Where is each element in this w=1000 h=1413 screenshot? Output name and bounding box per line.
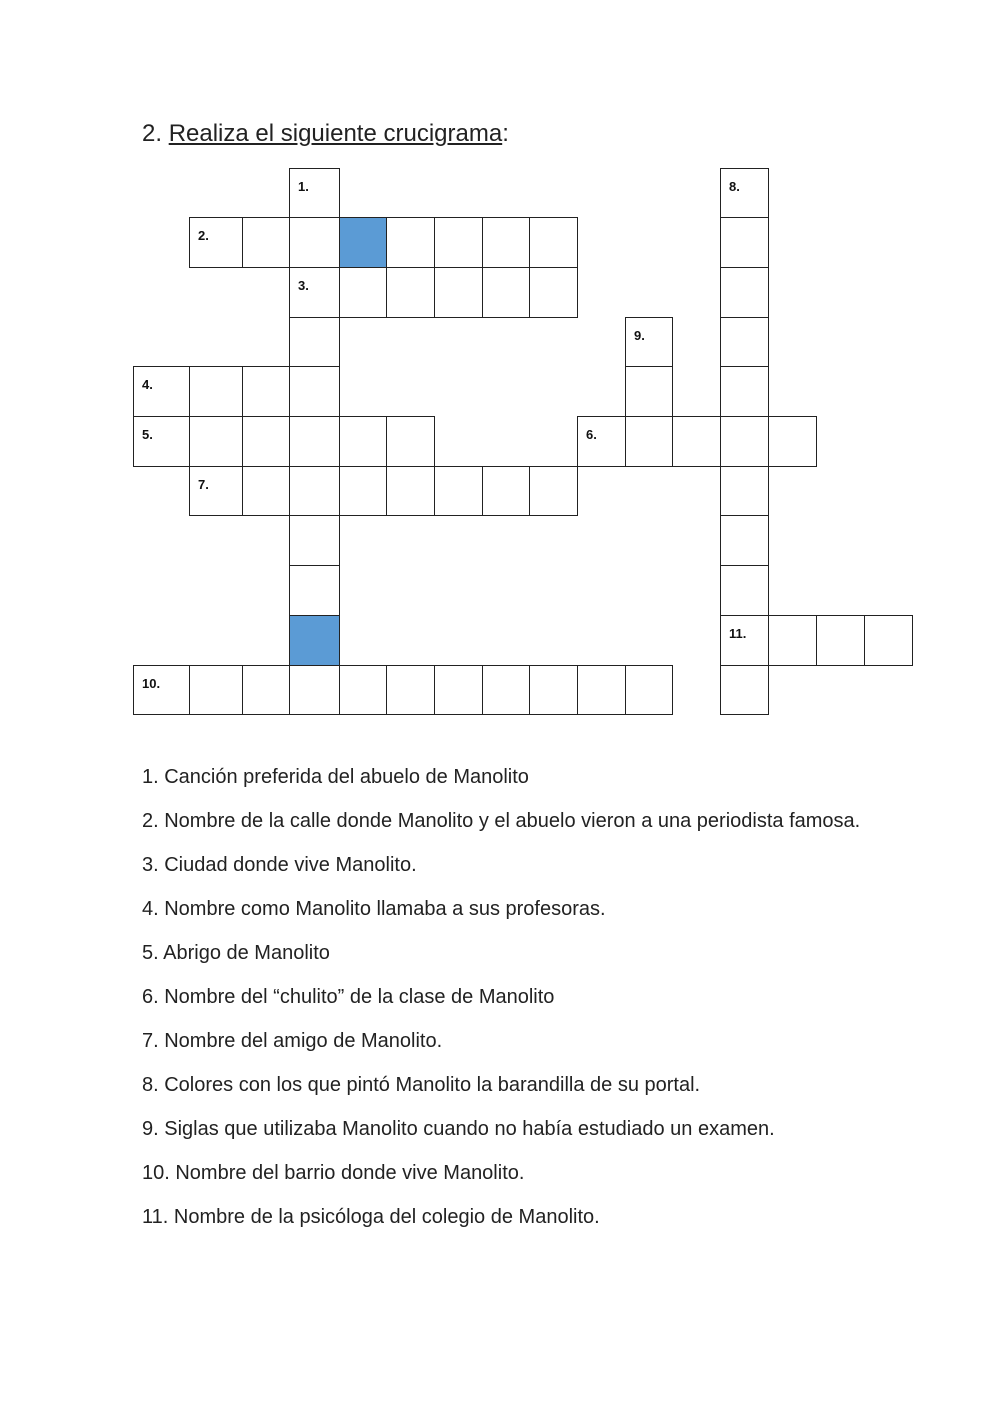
crossword-cell[interactable]: [242, 217, 290, 268]
crossword-cell[interactable]: [189, 665, 243, 715]
crossword-cell[interactable]: [720, 665, 769, 715]
clue-item: 6. Nombre del “chulito” de la clase de Manolito: [142, 986, 555, 1008]
crossword-cell[interactable]: [289, 565, 340, 616]
crossword-cell[interactable]: [720, 565, 769, 616]
clue-number-label: 3.: [298, 278, 309, 293]
clue-number-label: 10.: [142, 676, 161, 691]
crossword-cell[interactable]: [386, 217, 435, 268]
crossword-cell[interactable]: [386, 416, 435, 467]
clue-item: 9. Siglas que utilizaba Manolito cuando no había estudiado un examen.: [142, 1118, 775, 1140]
crossword-cell[interactable]: [289, 466, 340, 516]
crossword-cell[interactable]: [529, 267, 578, 318]
clue-number-label: 6.: [586, 427, 597, 442]
crossword-cell[interactable]: [289, 515, 340, 566]
crossword-cell[interactable]: [672, 416, 721, 467]
crossword-cell[interactable]: [482, 267, 530, 318]
crossword-cell-highlighted[interactable]: [339, 217, 387, 268]
clue-item: 1. Canción preferida del abuelo de Manolito: [142, 766, 529, 788]
crossword-cell[interactable]: [339, 267, 387, 318]
crossword-cell[interactable]: [720, 217, 769, 268]
crossword-cell[interactable]: [133, 366, 190, 417]
crossword-cell[interactable]: [720, 317, 769, 367]
clue-number-label: 7.: [198, 477, 209, 492]
crossword-cell[interactable]: [386, 267, 435, 318]
crossword-cell[interactable]: [720, 466, 769, 516]
clue-item: 2. Nombre de la calle donde Manolito y el abuelo vieron a una periodista famosa.: [142, 810, 861, 832]
title-colon: :: [502, 120, 509, 147]
crossword-cell[interactable]: [289, 366, 340, 417]
clue-item: 3. Ciudad donde vive Manolito.: [142, 854, 417, 876]
crossword-cell[interactable]: [133, 665, 190, 715]
crossword-cell[interactable]: [189, 217, 243, 268]
crossword-cell[interactable]: [625, 366, 673, 417]
crossword-cell[interactable]: [434, 267, 483, 318]
clue-number-label: 2.: [198, 228, 209, 243]
crossword-cell[interactable]: [289, 416, 340, 467]
crossword-cell[interactable]: [720, 168, 769, 218]
crossword-cell[interactable]: [625, 665, 673, 715]
crossword-cell[interactable]: [189, 466, 243, 516]
crossword-cell[interactable]: [720, 267, 769, 318]
crossword-cell[interactable]: [289, 217, 340, 268]
crossword-cell[interactable]: [864, 615, 913, 666]
crossword-cell[interactable]: [720, 515, 769, 566]
crossword-cell[interactable]: [242, 416, 290, 467]
crossword-cell[interactable]: [434, 217, 483, 268]
clue-list: [142, 762, 862, 1246]
crossword-cell[interactable]: [482, 466, 530, 516]
clue-number-label: 1.: [298, 179, 309, 194]
crossword-cell[interactable]: [482, 217, 530, 268]
crossword-cell[interactable]: [768, 416, 817, 467]
crossword-cell[interactable]: [625, 317, 673, 367]
crossword-cell[interactable]: [386, 466, 435, 516]
clue-item: 11. Nombre de la psicóloga del colegio de Manolito.: [142, 1206, 600, 1228]
crossword-cell[interactable]: [434, 665, 483, 715]
crossword-cell[interactable]: [816, 615, 865, 666]
crossword-cell[interactable]: [529, 466, 578, 516]
clue-number-label: 9.: [634, 328, 645, 343]
crossword-cell[interactable]: [720, 615, 769, 666]
clue-number-label: 11.: [729, 626, 747, 641]
crossword-cell-highlighted[interactable]: [289, 615, 340, 666]
crossword-cell[interactable]: [577, 416, 626, 467]
crossword-cell[interactable]: [625, 416, 673, 467]
crossword-cell[interactable]: [289, 267, 340, 318]
crossword-cell[interactable]: [386, 665, 435, 715]
crossword-cell[interactable]: [133, 416, 190, 467]
crossword-cell[interactable]: [242, 466, 290, 516]
crossword-cell[interactable]: [720, 366, 769, 417]
clue-number-label: 5.: [142, 427, 153, 442]
crossword-cell[interactable]: [289, 317, 340, 367]
crossword-cell[interactable]: [768, 615, 817, 666]
exercise-number: 2.: [142, 120, 163, 147]
clue-item: 5. Abrigo de Manolito: [142, 942, 330, 964]
crossword-cell[interactable]: [289, 665, 340, 715]
crossword-cell[interactable]: [242, 665, 290, 715]
crossword-cell[interactable]: [289, 168, 340, 218]
crossword-cell[interactable]: [434, 466, 483, 516]
clue-item: 7. Nombre del amigo de Manolito.: [142, 1030, 443, 1052]
exercise-instruction: Realiza el siguiente crucigrama: [168, 120, 503, 147]
crossword-cell[interactable]: [482, 665, 530, 715]
crossword-cell[interactable]: [577, 665, 626, 715]
crossword-cell[interactable]: [189, 366, 243, 417]
crossword-cell[interactable]: [720, 416, 769, 467]
crossword-cell[interactable]: [339, 466, 387, 516]
crossword-cell[interactable]: [339, 416, 387, 467]
crossword-cell[interactable]: [189, 416, 243, 467]
clue-number-label: 4.: [142, 377, 153, 392]
clue-item: 10. Nombre del barrio donde vive Manolito.: [142, 1162, 525, 1184]
crossword-cell[interactable]: [339, 665, 387, 715]
clue-item: 4. Nombre como Manolito llamaba a sus profesoras.: [142, 898, 606, 920]
crossword-cell[interactable]: [529, 665, 578, 715]
crossword-cell[interactable]: [529, 217, 578, 268]
clue-item: 8. Colores con los que pintó Manolito la barandilla de su portal.: [142, 1074, 701, 1096]
crossword-cell[interactable]: [242, 366, 290, 417]
clue-number-label: 8.: [729, 179, 740, 194]
